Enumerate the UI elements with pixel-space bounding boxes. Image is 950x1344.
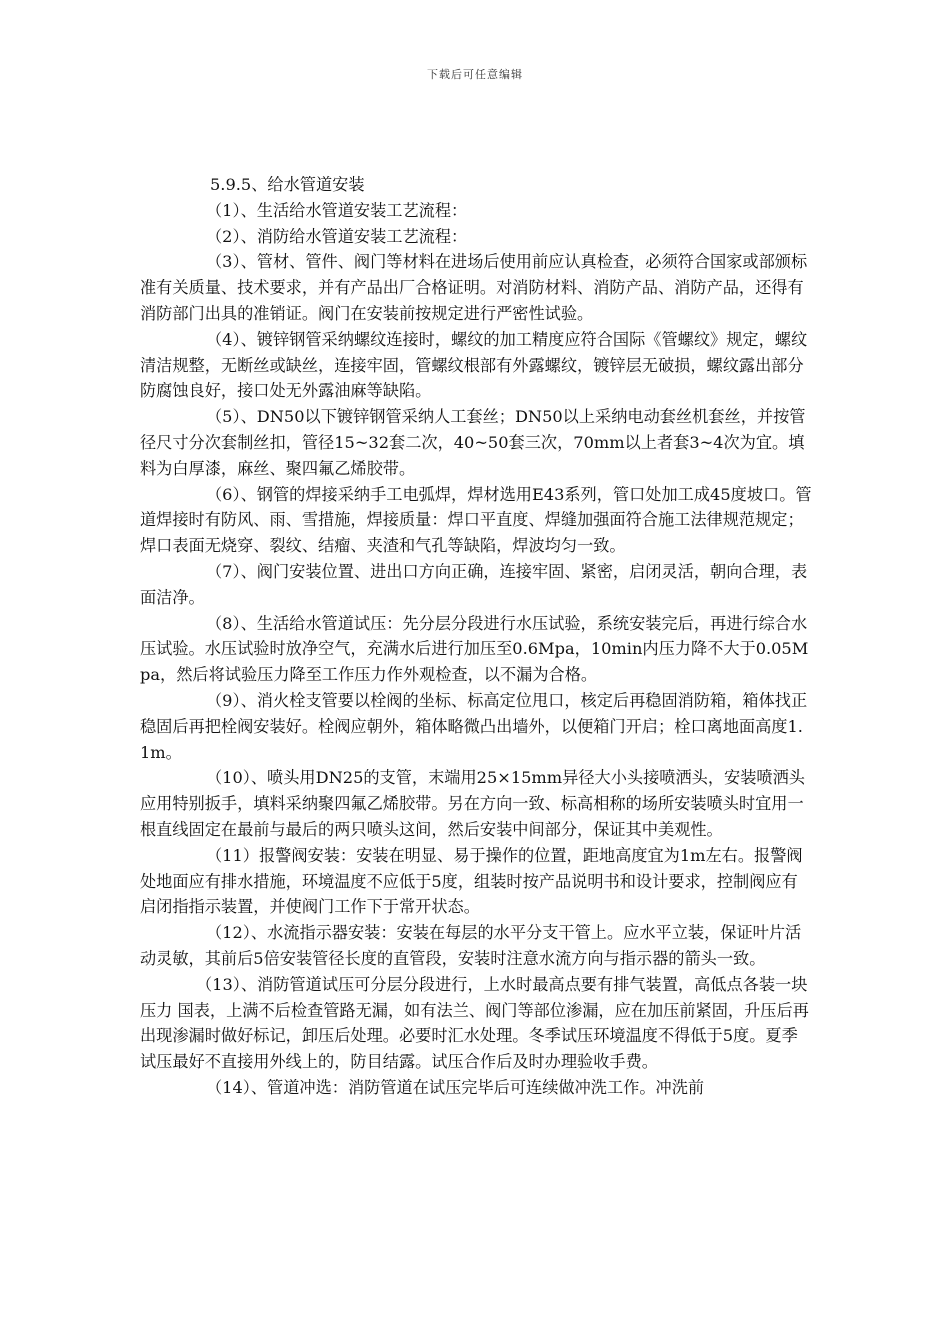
section-heading: 5.9.5、给水管道安装: [210, 175, 365, 194]
paragraph-2: （2）、消防给水管道安装工艺流程：: [206, 226, 468, 246]
paragraph-6: （6）、钢管的焊接采纳手工电弧焊，焊材选用E43系列，管口处加工成45度坡口。管道焊接时有防风、雨、雪措施，焊接质量：焊口平直度、焊缝加强面符合施工法律规范规定；焊口表面无烧穿、裂纹、结瘤、夹渣和气孔等缺陷，焊波均匀一致。: [140, 484, 812, 556]
paragraph-13: （13）、消防管道试压可分层分段进行，上水时最高点要有排气装置，高低点各装一块压力 国表，上满不后检查管路无漏，如有法兰、阀门等部位渗漏，应在加压前紧固，升压后再出现渗漏时做好标记，卸压后处理。必要时汇水处理。冬季试压环境温度不得低于5度。夏季试压最好不直接用外线上的，防目结露。试压合作后及时办理验收手费。: [140, 974, 809, 1072]
paragraph-4: （4）、镀锌钢管采纳螺纹连接时，螺纹的加工精度应符合国际《管螺纹》规定，螺纹清洁规整，无断丝或缺丝，连接牢固，管螺纹根部有外露螺纹，镀锌层无破损，螺纹露出部分防腐蚀良好，接口处无外露油麻等缺陷。: [140, 329, 808, 401]
paragraph-9: （9）、消火栓支管要以栓阀的坐标、标高定位甩口，核定后再稳固消防箱，箱体找正稳固后再把栓阀安装好。栓阀应朝外，箱体略微凸出墙外，以便箱门开启；栓口离地面高度1.1m。: [140, 690, 808, 762]
paragraph-14: （14）、管道冲选：消防管道在试压完毕后可连续做冲洗工作。冲洗前: [206, 1077, 705, 1097]
paragraph-3: （3）、管材、管件、阀门等材料在进场后使用前应认真检查，必须符合国家或部颁标准有关质量、技术要求，并有产品出厂合格证明。对消防材料、消防产品、消防产品，还得有消防部门出具的准销证。阀门在安装前按规定进行严密性试验。: [140, 252, 808, 323]
paragraph-11: （11）报警阀安装：安装在明显、易于操作的位置，距地高度宜为1m左右。报警阀处地面应有排水措施，环境温度不应低于5度，组装时按产品说明书和设计要求，控制阀应有启闭指指示装置，并使阀门工作下于常开状态。: [140, 845, 803, 917]
paragraph-7: （7）、阀门安装位置、进出口方向正确，连接牢固、紧密，启闭灵活，朝向合理，表面洁净。: [140, 561, 808, 607]
paragraph-5: （5）、DN50以下镀锌钢管采纳人工套丝；DN50以上采纳电动套丝机套丝，并按管径尺寸分次套制丝扣，管径15~32套二次，40~50套三次，70mm以上者套3~4次为宜。填料为白厚漆，麻丝、聚四氟乙烯胶带。: [140, 407, 806, 478]
document-body: [140, 172, 812, 1101]
paragraph-12: （12）、水流指示器安装：安装在每层的水平分支干管上。应水平立装，保证叶片活动灵敏，其前后5倍安装管径长度的直管段，安装时注意水流方向与指示器的箭头一致。: [140, 923, 802, 968]
page-header-note: 下载后可任意编辑: [427, 68, 523, 81]
paragraph-10: （10）、喷头用DN25的支管，末端用25×15mm异径大小头接喷洒头，安装喷洒头应用特别扳手，填料采纳聚四氟乙烯胶带。另在方向一致、标高相称的场所安装喷头时宜用一根直线固定在最前与最后的两只喷头这间，然后安装中间部分，保证其中美观性。: [140, 768, 805, 839]
paragraph-1: （1）、生活给水管道安装工艺流程：: [206, 200, 468, 220]
paragraph-8: （8）、生活给水管道试压：先分层分段进行水压试验，系统安装完后，再进行综合水压试验。水压试验时放净空气，充满水后进行加压至0.6Mpa，10min内压力降不大于0.05Mpa，然后将试验压力降至工作压力作外观检查，以不漏为合格。: [140, 613, 809, 685]
